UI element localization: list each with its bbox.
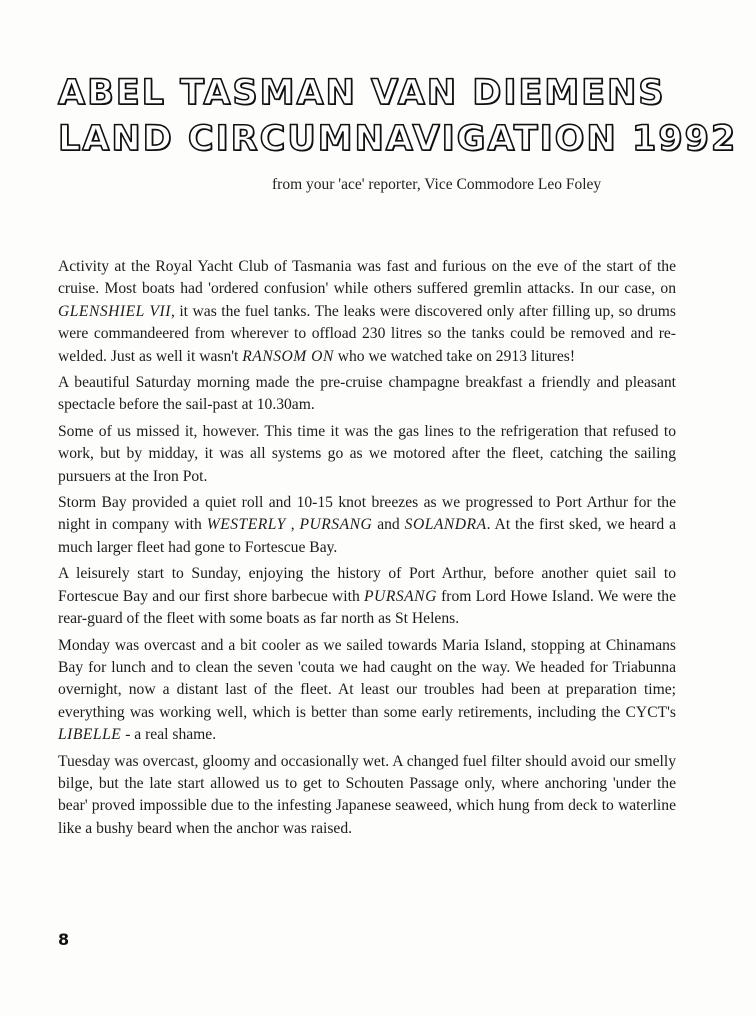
paragraph-text: A leisurely start to Sunday, enjoying the history of Port Arthur, before another quiet sail to Fortescue Bay and our first shore barbecue with (58, 565, 676, 605)
page-number: 8 (58, 930, 70, 949)
paragraph-text: A beautiful Saturday morning made the pre-cruise champagne breakfast a friendly and pleasant spectacle before the sail-past at 10.30am. (58, 374, 676, 414)
body-paragraph (58, 372, 676, 417)
title-line-1: ABEL TASMAN VAN DIEMENS (58, 73, 666, 113)
paragraph-text: Activity at the Royal Yacht Club of Tasmania was fast and furious on the eve of the start of the cruise. Most boats had 'ordered confusion' while others suffered gremlin attacks. In our case, on (58, 258, 676, 298)
body-paragraph (58, 635, 676, 747)
body-paragraph (58, 563, 676, 630)
boat-name: LIBELLE (58, 726, 122, 744)
boat-name: WESTERLY (206, 516, 286, 534)
paragraph-text: Storm Bay provided a quiet roll and 10-15 knot breezes as we progressed to Port Arthur for the night in company with (58, 494, 676, 534)
boat-name: RANSOM ON (242, 347, 334, 365)
paragraph-text: Some of us missed it, however. This time it was the gas lines to the refrigeration that refused to work, but by midday, it was all systems go as we motored after the fleet, catching the sailing pursuers at the Iron Pot. (58, 422, 676, 485)
article-body (58, 256, 676, 844)
body-paragraph (58, 751, 676, 841)
boat-name: GLENSHIEL VII (58, 302, 171, 320)
body-paragraph (58, 492, 676, 559)
byline: from your 'ace' reporter, Vice Commodore Leo Foley (272, 176, 602, 193)
paragraph-text: , (285, 516, 300, 534)
paragraph-text: and (372, 516, 405, 534)
boat-name: SOLANDRA (404, 516, 487, 534)
boat-name: PURSANG (299, 516, 373, 534)
paragraph-text: , it was the fuel tanks. The leaks were discovered only after filling up, so drums were commandeered from wherever to offload 230 litres so the tanks could be removed and re-welded. Just as well it wasn't (58, 302, 676, 365)
title-line-2: LAND CIRCUMNAVIGATION 1992 (58, 119, 738, 159)
boat-name: PURSANG (364, 587, 437, 605)
paragraph-text: Tuesday was overcast, gloomy and occasionally wet. A changed fuel filter should avoid our smelly bilge, but the late start allowed us to get to Schouten Passage only, where anchoring 'under the bear' proved impossible due to the infesting Japanese seaweed, which hung from deck to waterline like a bushy beard when the anchor was raised. (58, 752, 676, 837)
body-paragraph (58, 421, 676, 488)
paragraph-text: Monday was overcast and a bit cooler as we sailed towards Maria Island, stopping at Chinamans Bay for lunch and to clean the seven 'couta we had caught on the way. We headed for Triabunna overnight, now a distant last of the fleet. At least our troubles had been at preparation time; everything was working well, which is better than some early retirements, including the CYCT's (58, 636, 676, 721)
paragraph-text: who we watched take on 2913 litures! (333, 347, 576, 365)
paragraph-text: from Lord Howe Island. We were the rear-guard of the fleet with some boats as far north as St Helens. (58, 587, 676, 628)
paragraph-text: . At the first sked, we heard a much larger fleet had gone to Fortescue Bay. (58, 516, 676, 556)
body-paragraph (58, 256, 676, 368)
paragraph-text: - a real shame. (121, 726, 217, 744)
article-title (58, 70, 738, 162)
